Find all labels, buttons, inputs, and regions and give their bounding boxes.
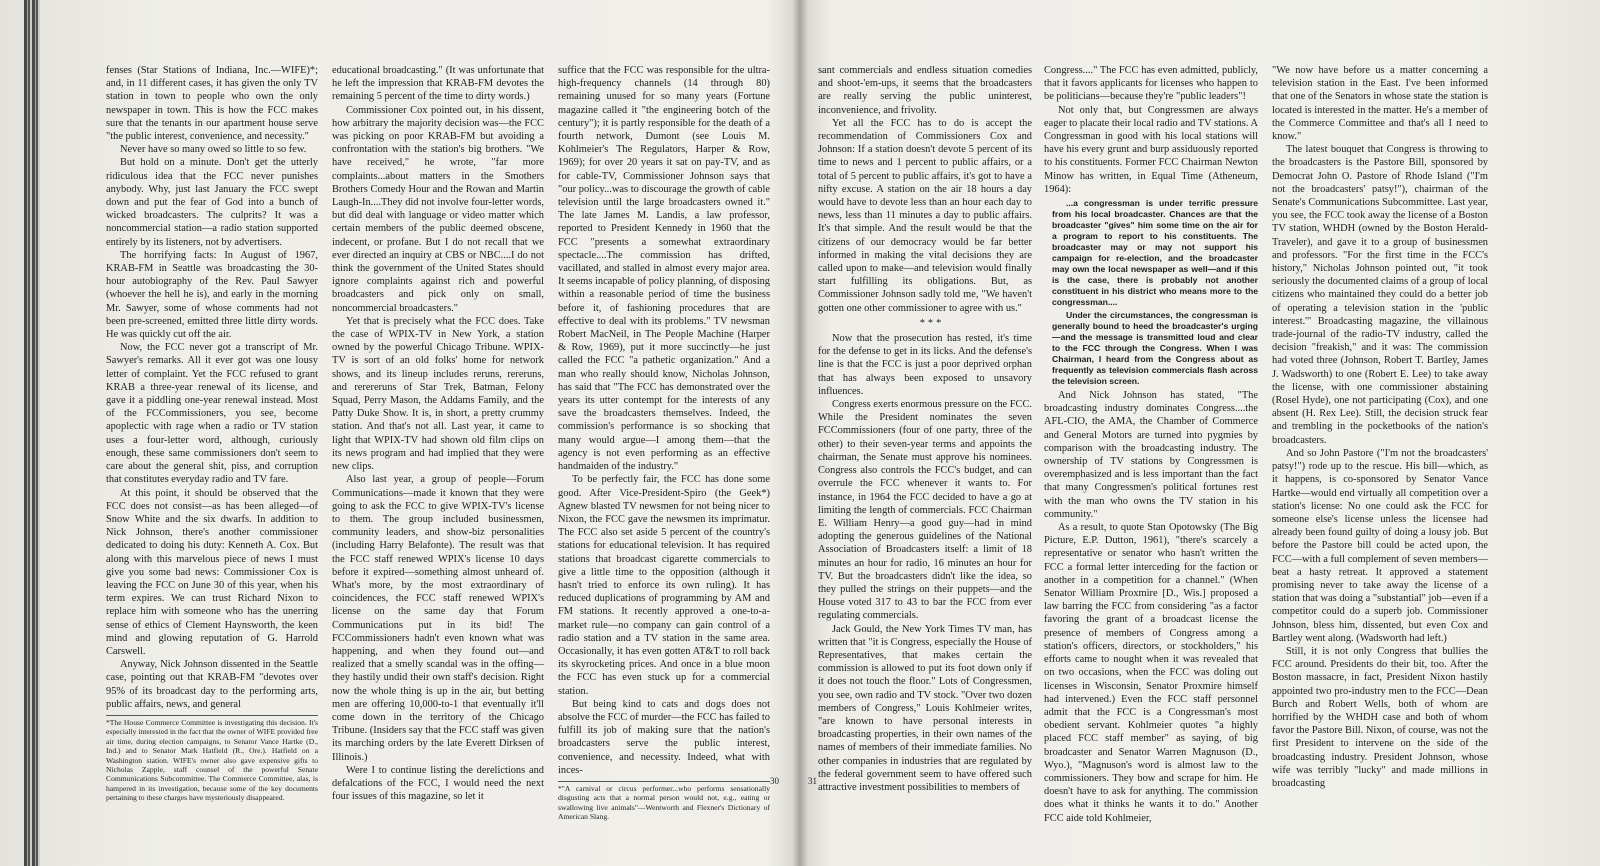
page-number-left: 30 xyxy=(770,776,779,786)
paragraph: Yet that is precisely what the FCC does. Take the case of WPIX-TV in New York, a station owned by the powerful Chicago Tribune. WPIX-TV is sort of an old folks' home for network shows, and its lineup includes reruns, rereruns, and rerereruns of Star Trek, Batman, Felony Squad, Perry Mason, the Addams Family, and the Patty Duke Show. It is, in short, a pretty crummy station. And that's not all. Last year, it came to light that WPIX-TV had shown old film clips on its news program and had implied that they were new clips. xyxy=(332,315,544,473)
paragraph: Now that the prosecution has rested, it's time for the defense to get in its licks. And the defense's line is that the FCC is just a poor deprived orphan that has always been exposed to unsavory influences. xyxy=(818,333,1032,397)
section-separator: *** xyxy=(919,317,945,329)
paragraph: But hold on a minute. Don't get the utterly ridiculous idea that the FCC never punishes anybody. Why, just last January the FCC swept down and put the fear of God into a bunch of wicked broadcasters. The culprits? It was a noncommercial station—a radio station supported entirely by its listeners, not by advertisers. xyxy=(106,157,318,248)
paragraph: Jack Gould, the New York Times TV man, has written that "it is Congress, especially the House of Representatives, that makes certain the commission is allowed to put its foot down only if it does not touch the floor." Lots of Congressmen, you see, own radio and TV stock. "Over two dozen members of Congress," Louis Kohlmeier writes, "are known to have personal interests in broadcasting properties, in their own names of the names of members of their immediate families. No other companies in industries that are regulated by the federal government seem to have offered such attractive investment possibilities to members of xyxy=(818,623,1032,793)
paragraph: Anyway, Nick Johnson dissented in the Seattle case, pointing out that KRAB-FM "devotes over 95% of its broadcast day to the performing arts, public affairs, news, and general xyxy=(106,659,318,710)
paragraph: Were I to continue listing the derelictions and defalcations of the FCC, I would need the next four issues of this magazine, so let it xyxy=(332,764,544,803)
block-quote: ...a congressman is under terrific pressure from his local broadcaster. Chances are that the broadcaster "gives" him some time on the air for a program to report to his constituents. The broadcaster may or may not support his campaign for re-election, and the broadcaster may own the local newspaper as well—and if this is the case, there is probably not another constituent in his district who means more to the congressman.... xyxy=(1052,198,1258,308)
paragraph: The horrifying facts: In August of 1967, KRAB-FM in Seattle was broadcasting the 30-hour autobiography of the Rev. Paul Sawyer (whoever the hell he is), and early in the morning Mr. Sawyer, some of whose comments had not been pre-screened, emitted three little dirty words. He was quickly cut off the air. xyxy=(106,249,318,341)
right-page-column-1 xyxy=(818,64,1032,793)
paragraph: Congress exerts enormous pressure on the FCC. While the President nominates the seven FCCommissioners (four of one party, three of the other) to their seven-year terms and appoints the chairman, the Senate must approve his nominees. Congress also controls the FCC's budget, and can overrule the FCC whenever it wants to. For instance, in 1964 the FCC decided to have a go at limiting the length of commercials. FCC Chairman E. William Henry—a good guy—had in mind adopting the generous guidelines of the National Association of Broadcasters itself: a limit of 18 minutes an hour for radio, 16 minutes an hour for TV. But the broadcasters didn't like the idea, so they pulled the strings on their puppets—and the House voted 317 to 43 to bar the FCC from ever regulating commercials. xyxy=(818,399,1032,622)
left-page xyxy=(106,64,782,822)
paragraph: And Nick Johnson has stated, "The broadcasting industry dominates Congress....the AFL-CIO, the AMA, the Chamber of Commerce and General Motors are turned into pygmies by comparison with the broadcasting industry. The ownership of TV stations by Congressmen is overemphasized and is less important than the fact that many Congressmen's political fortunes rest with the man who owns the TV station in his community." xyxy=(1044,390,1258,520)
paragraph: The latest bouquet that Congress is throwing to the broadcasters is the Pastore Bill, sponsored by Democrat John O. Pastore of Rhode Island ("I'm not the broadcasters' patsy!"), chairman of the Senate's Communications Subcommittee. Last year, you see, the FCC took away the license of a Boston TV station, WHDH (owned by the Boston Herald-Traveler), and gave it to a group of businessmen and professors. "For the first time in the FCC's history," Nicholas Johnson pointed out, "it took seriously the documented claims of a group of local citizens who maintained they could do a better job of operating a television station in the 'public interest.'" Broadcasting magazine, the villainous trade-journal of the radio-TV industry, called the decision "freakish," and it was: The commission had voted three (Johnson, Robert T. Bartley, James J. Wadsworth) to one (Robert E. Lee) to take away the license, with one commissioner abstaining (Rosel Hyde), one not participating (Cox), and one absent (H. Rex Lee). Still, the decision struck fear and trembling in the pocketbooks of the nation's broadcasters. xyxy=(1272,144,1488,446)
paragraph: Yet all the FCC has to do is accept the recommendation of Commissioners Cox and Johnson: If a station doesn't devote 5 percent of its time to news and 1 percent to public affairs, or a total of 5 percent to public affairs, it's got to have a nifty excuse. A station on the air 18 hours a day would have to devote less than an hour each day to news, less than 11 minutes a day to public affairs. It's that simple. And the result would be that the citizens of our democracy would be far better informed in making the vital decisions they are called upon to make—and television would finally start fulfilling its obligations. But, as Commissioner Johnson sadly told me, "We haven't gotten one other commissioner to agree with us." xyxy=(818,117,1032,314)
paragraph: sant commercials and endless situation comedies and shoot-'em-ups, it seems that the broadcasters are really serving the public uninterest, inconvenience, and frivolity. xyxy=(818,65,1032,116)
paragraph: Never have so many owed so little to so few. xyxy=(120,144,307,156)
paragraph: As a result, to quote Stan Opotowsky (The Big Picture, E.P. Dutton, 1961), "there's scarcely a representative or senator who hasn't written the FCC a formal letter interceding for the faction or another in a competition for a channel." (When Senator William Proxmire [D., Wis.] proposed a law barring the FCC from considering "as a factor favoring the grant of a broadcast license the presence of members of Congress among a station's officers, directors, or stockholders," his efforts came to nought when it was revealed that on two occasions, when the FCC was doling out licenses in Wisconsin, Senator Proxmire himself had intervened.) Even the FCC staff personnel admit that the FCC is a Congressman's most obedient servant. Kohlmeier quotes "a highly placed FCC staff member" as saying, of big broadcaster and Senator Warren Magnuson (D., Wyo.), "Magnuson's word is almost law to the commissioners. They bow and scrape for him. He doesn't have to ask for anything. The commission does what it thinks he wants it to do." Another FCC aide told Kohlmeier, xyxy=(1044,522,1258,824)
paragraph: fenses (Star Stations of Indiana, Inc.—WIFE)*; and, in 11 different cases, it has given the only TV station in town to people who own the only newspaper in town. This is how the FCC makes sure that the tenants in our apartment house serve "the public interest, convenience, and necessity." xyxy=(106,65,318,143)
paragraph: "We now have before us a matter concerning a television station in the East. I've been informed that one of the Senators in whose state the station is located is interested in the matter. He's a member of the Commerce Committee and that's all I need to know." xyxy=(1272,65,1488,143)
left-page-column-2 xyxy=(332,64,544,803)
left-page-column-1 xyxy=(106,64,318,803)
book-binding xyxy=(24,0,40,866)
paragraph: To be perfectly fair, the FCC has done some good. After Vice-President-Spiro (the Geek*) Agnew blasted TV newsmen for not being nicer to Nixon, the FCC gave the newsmen its imprimatur. The FCC also set aside 5 percent of the country's stations for educational television. It has required stations that broadcast cigarette commercials to give a little time to the opposition (although it hasn't tried to enforce its own ruling). It has reduced duplications of programming by AM and FM stations. It recently approved a one-to-a-market rule—no company can gain control of a radio station and a TV station in the same area. Occasionally, it has even gotten AT&T to roll back its skyrocketing prices. And once in a blue moon the FCC has even stuck up for a commercial station. xyxy=(558,474,770,697)
paragraph: Still, it is not only Congress that bullies the FCC around. Presidents do their bit, too. After the Boston massacre, in fact, President Nixon hastily appointed two pro-industry men to the FCC—Dean Burch and Robert Wells, both of whom are horrified by the WHDH case and both of whom favor the Pastore Bill. Nixon, of course, was not the first President to intervene on the side of the broadcasting industry. President Johnson, whose wife was terribly "lucky" and made millions in broadcasting xyxy=(1272,645,1488,789)
paragraph: Commissioner Cox pointed out, in his dissent, how arbitrary the majority decision was—the FCC was picking on poor KRAB-FM but avoiding a confrontation with the station's big brothers. "We have received," he wrote, "far more complaints...about matters in the Smothers Brothers Comedy Hour and the Rowan and Martin Laugh-In....They did not involve four-letter words, but did deal with language or video matter which certain members of the public deemed obscene, indecent, or profane. But I do not recall that we ever directed an inquiry at CBS or NBC....I do not think the government of the United States should ignore complaints against rich and powerful broadcasters and pick only on small, noncommercial broadcasters." xyxy=(332,104,544,314)
block-quote: Under the circumstances, the congressman is generally bound to heed the broadcaster's urging—and the message is transmitted loud and clear to the FCC through the Congress. When I was Chairman, I heard from the Congress about as frequently as television commercials flash across the television screen. xyxy=(1052,310,1258,387)
paragraph: Congress...." The FCC has even admitted, publicly, that it favors applicants for licenses who happen to be politicians—because they're "public leaders"! xyxy=(1044,65,1258,103)
paragraph: At this point, it should be observed that the FCC does not consist—as has been alleged—of Snow White and the six dwarfs. In addition to Nick Johnson, there's another commissioner dedicated to doing his duty: Kenneth A. Cox. But along with this marvelous piece of news I must give you some bad news: Commissioner Cox is leaving the FCC on June 30 of this year, when his term expires. We can trust Richard Nixon to replace him with someone who has the unerring sense of ethics of Clement Haynsworth, the keen mind and glowing reputation of G. Harrold Carswell. xyxy=(106,487,318,657)
page-number-right: 31 xyxy=(808,776,817,786)
page-gutter xyxy=(792,0,808,866)
paragraph: suffice that the FCC was responsible for the ultra-high-frequency channels (14 through 80) remaining unused for so many years (Fortune magazine called it "the engineering botch of the century"); it is partly responsible for the death of a fourth network, Dumont (see Louis M. Kohlmeier's The Regulators, Harper & Row, 1969); for over 20 years it sat on pay-TV, and as for cable-TV, Commissioner Johnson says that "our policy...was to discourage the growth of cable television until the large broadcasters owned it." The late James M. Landis, a law professor, reported to President Kennedy in 1960 that the FCC "presents a somewhat extraordinary spectacle....The commission has drifted, vacillated, and stalled in almost every major area. It seems incapable of policy planning, of disposing within a reasonable period of time the business before it, of fashioning procedures that are effective to deal with its problems." TV newsman Robert MacNeil, in The People Machine (Harper & Row, 1969), put it more succinctly—he just called the FCC "a pathetic organization." And a man who really should know, Nicholas Johnson, has said that "The FCC has demonstrated over the years its utter contempt for the interests of any save the broadcasters themselves. Indeed, the commission's performance is so shocking that many would argue—I among them—that the agency is not even performing as an effective handmaiden of the industry." xyxy=(558,65,770,473)
paragraph: Now, the FCC never got a transcript of Mr. Sawyer's remarks. All it ever got was one lousy letter of complaint. Yet the FCC refused to grant KRAB a three-year renewal of its license, and gave it a piddling one-year renewal instead. Most of the FCCommissioners, you see, become apoplectic with rage when a radio or TV station uses a four-letter word, although, curiously enough, these same commissioners don't seem to care about the general shit, piss, and corruption that constitutes everyday radio and TV fare. xyxy=(106,342,318,486)
footnote: *The House Commerce Committee is investigating this decision. It's especially interested in the fact that the owner of WIFE provided free air time, during election campaigns, to Senator Vance Hartke (D., Ind.) and to Senator Mark Hatfield (R., Ore.). Hatfield on a Washington station. WIFE's owner also gave expensive gifts to Nicholas Zapple, staff counsel of the powerful Senate Communications Subcommittee. The Commerce Committee, alas, is hampered in its investigation, because some of the key documents pertaining to these charges have mysteriously disappeared. xyxy=(106,715,318,803)
paragraph: Not only that, but Congressmen are always eager to placate their local radio and TV stations. A Congressman in good with his local stations will have his every grunt and burp assiduously reported to his constituents. Former FCC Chairman Newton Minow has written, in Equal Time (Atheneum, 1964): xyxy=(1044,104,1258,195)
paragraph: But being kind to cats and dogs does not absolve the FCC of murder—the FCC has failed to fulfill its job of making sure that the nation's broadcasters serve the public interest, convenience, and necessity. Indeed, what with inces- xyxy=(558,698,770,776)
paragraph: And so John Pastore ("I'm not the broadcasters' patsy!") rode up to the rescue. His bill—which, as it happens, is co-sponsored by Senator Vance Hartke—would end virtually all competition over a station's license: No one could ask the FCC for someone else's license unless the licensee had already been found guilty of doing a lousy job. But before the Pastore bill could be acted upon, the FCC—with a full complement of seven members—beat a hasty retreat. It approved a statement promising never to take away the license of a station that was doing a "substantial" job—even if a competitor could do a superb job. Commissioner Johnson, bless him, dissented, but even Cox and Bartley went along. (Wadsworth had left.) xyxy=(1272,447,1488,644)
right-page xyxy=(818,64,1498,824)
paragraph: educational broadcasting." (It was unfortunate that he left the impression that KRAB-FM devotes the remaining 5 percent of the time to dirty words.) xyxy=(332,65,544,103)
right-page-column-2 xyxy=(1044,64,1258,824)
left-page-column-3 xyxy=(558,64,770,822)
footnote: *"A carnival or circus performer...who performs sensationally disgusting acts that a normal person would not, e.g., eating or swallowing live animals"—Wentworth and Flexner's Dictionary of American Slang. xyxy=(558,781,770,822)
right-page-column-3 xyxy=(1272,64,1488,789)
paragraph: Also last year, a group of people—Forum Communications—made it known that they were going to ask the FCC to give WPIX-TV's license to them. The group included businessmen, community leaders, and show-biz personalities (including Harry Belafonte). The result was that the FCC staff renewed WPIX's license 10 days before it expired—something almost unheard of. What's more, by the most extraordinary of coincidences, the FCC staff renewed WPIX's license on the same day that Forum Communications put in its bid! The FCCommissioners hadn't even known what was happening, and when they found out—and realized that a smelly scandal was in the offing—they hastily undid their own staff's decision. Right now the whole thing is up in the air, but betting men are offering 10,000-to-1 that eventually it'll come down in the territory of the Chicago Tribune. (Insiders say that the FCC staff was given its marching orders by the late Everett Dirksen of Illinois.) xyxy=(332,474,544,763)
